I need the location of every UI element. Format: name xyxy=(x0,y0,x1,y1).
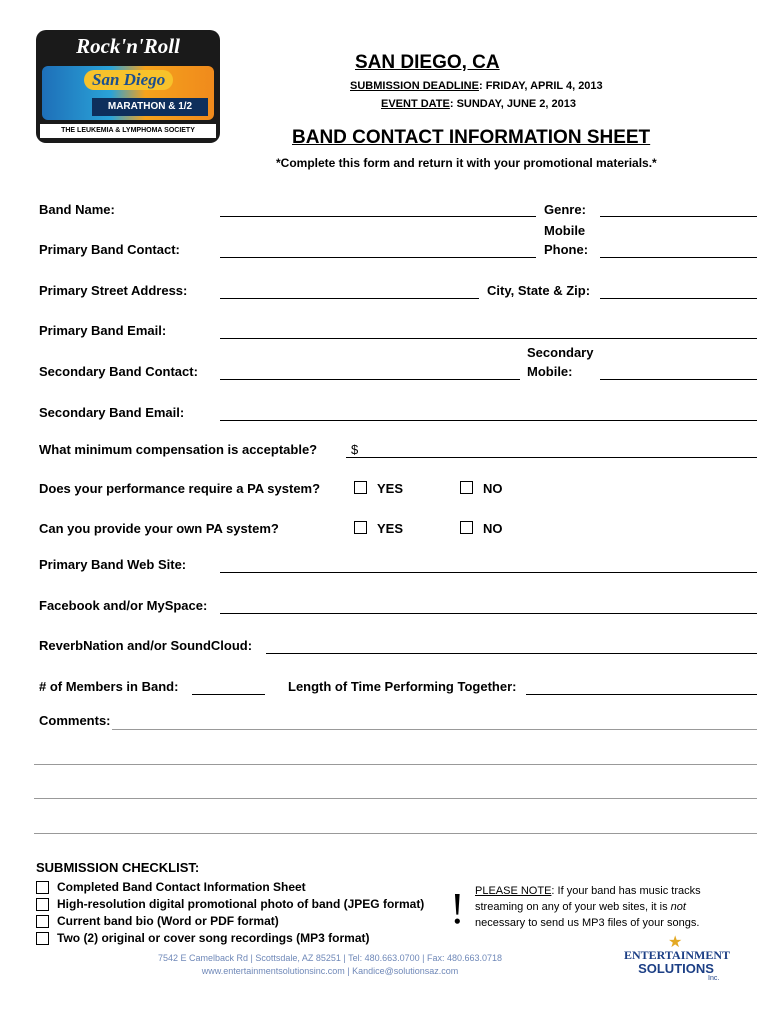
mobile-phone-field[interactable] xyxy=(600,257,757,258)
entertainment-solutions-logo xyxy=(624,934,731,982)
genre-label: Genre: xyxy=(544,202,586,217)
checklist-checkbox-2[interactable] xyxy=(36,898,49,911)
deadline-label: SUBMISSION DEADLINE xyxy=(350,80,479,92)
reverbnation-label: ReverbNation and/or SoundCloud: xyxy=(39,638,253,653)
pa-provide-no-label: NO xyxy=(483,521,503,536)
sheet-title: BAND CONTACT INFORMATION SHEET xyxy=(292,127,651,148)
street-label: Primary Street Address: xyxy=(39,283,188,298)
checklist-item-3: Current band bio (Word or PDF format) xyxy=(57,914,279,928)
secondary-mobile-label-line2: Mobile: xyxy=(527,364,573,379)
logo-beneficiary: THE LEUKEMIA & LYMPHOMA SOCIETY xyxy=(40,124,216,138)
submission-deadline xyxy=(350,80,603,92)
event-date xyxy=(381,98,576,110)
band-name-label: Band Name: xyxy=(39,202,115,217)
pa-required-yes-label: YES xyxy=(377,481,404,496)
note-emphasis: not xyxy=(670,901,686,913)
exclamation-icon: ! xyxy=(450,884,465,933)
pa-provide-no-checkbox[interactable] xyxy=(460,521,473,534)
note-text-2: necessary to send us MP3 files of your songs. xyxy=(475,917,700,929)
footer-web: www.entertainmentsolutionsinc.com | Kandice@solutionsaz.com xyxy=(201,966,459,976)
reverbnation-field[interactable] xyxy=(266,653,757,654)
primary-contact-field[interactable] xyxy=(220,257,536,258)
checklist-checkbox-3[interactable] xyxy=(36,915,49,928)
facebook-field[interactable] xyxy=(220,613,757,614)
star-icon: ★ xyxy=(668,934,683,951)
es-logo-line1: ENTERTAINMENT xyxy=(624,948,731,962)
compensation-label: What minimum compensation is acceptable? xyxy=(39,442,318,457)
street-field[interactable] xyxy=(220,298,479,299)
checklist-title: SUBMISSION CHECKLIST: xyxy=(36,860,200,875)
members-field[interactable] xyxy=(192,694,265,695)
comments-line-4[interactable] xyxy=(34,833,757,834)
es-logo-line2: SOLUTIONS xyxy=(638,961,714,976)
deadline-value: : FRIDAY, APRIL 4, 2013 xyxy=(478,80,603,92)
logo-race: MARATHON & 1/2 xyxy=(92,98,208,116)
secondary-email-field[interactable] xyxy=(220,420,757,421)
pa-provide-yes-label: YES xyxy=(377,521,404,536)
city-state-zip-field[interactable] xyxy=(600,298,757,299)
comments-line-2[interactable] xyxy=(34,764,757,765)
email-field[interactable] xyxy=(220,338,757,339)
instructions: *Complete this form and return it with your promotional materials.* xyxy=(276,156,657,170)
website-label: Primary Band Web Site: xyxy=(39,557,187,572)
checklist-item-1: Completed Band Contact Information Sheet xyxy=(57,880,306,894)
rock-n-roll-logo xyxy=(36,30,220,143)
secondary-mobile-label-line1: Secondary xyxy=(527,345,594,360)
website-field[interactable] xyxy=(220,572,757,573)
secondary-contact-label: Secondary Band Contact: xyxy=(39,364,198,379)
logo-brand: Rock'n'Roll xyxy=(76,34,180,58)
city-state-zip-label: City, State & Zip: xyxy=(487,283,591,298)
checklist-checkbox-1[interactable] xyxy=(36,881,49,894)
secondary-mobile-field[interactable] xyxy=(600,379,757,380)
checklist-checkbox-4[interactable] xyxy=(36,932,49,945)
mobile-label-line2: Phone: xyxy=(544,242,589,257)
pa-required-no-label: NO xyxy=(483,481,503,496)
genre-field[interactable] xyxy=(600,216,757,217)
es-logo-line3: Inc. xyxy=(708,975,720,982)
footer-address: 7542 E Camelback Rd | Scottsdale, AZ 85251 | Tel: 480.663.0700 | Fax: 480.663.0718 xyxy=(157,953,503,963)
pa-required-label: Does your performance require a PA system? xyxy=(39,481,321,496)
dollar-sign: $ xyxy=(351,442,359,457)
pa-required-no-checkbox[interactable] xyxy=(460,481,473,494)
pa-required-yes-checkbox[interactable] xyxy=(354,481,367,494)
mobile-label-line1: Mobile xyxy=(544,223,586,238)
email-label: Primary Band Email: xyxy=(39,323,167,338)
primary-contact-label: Primary Band Contact: xyxy=(39,242,180,257)
facebook-label: Facebook and/or MySpace: xyxy=(39,598,208,613)
compensation-field[interactable] xyxy=(346,457,757,458)
secondary-email-label: Secondary Band Email: xyxy=(39,405,185,420)
band-name-field[interactable] xyxy=(220,216,536,217)
pa-provide-yes-checkbox[interactable] xyxy=(354,521,367,534)
length-label: Length of Time Performing Together: xyxy=(288,679,517,694)
logo-city: San Diego xyxy=(84,70,173,90)
note-text-1: : If your band has music tracks streaming on any of your web sites, it is xyxy=(475,885,701,913)
please-note xyxy=(475,883,735,931)
pa-provide-label: Can you provide your own PA system? xyxy=(39,521,279,536)
checklist-item-2: High-resolution digital promotional photo of band (JPEG format) xyxy=(57,897,425,911)
comments-label: Comments: xyxy=(39,713,111,728)
members-label: # of Members in Band: xyxy=(39,679,179,694)
event-date-value: : SUNDAY, JUNE 2, 2013 xyxy=(449,98,577,110)
comments-line-1[interactable] xyxy=(112,729,757,730)
secondary-contact-field[interactable] xyxy=(220,379,520,380)
note-label: PLEASE NOTE xyxy=(475,885,552,897)
event-city: SAN DIEGO, CA xyxy=(355,52,500,73)
length-field[interactable] xyxy=(526,694,757,695)
checklist-item-4: Two (2) original or cover song recordings (MP3 format) xyxy=(57,931,370,945)
comments-line-3[interactable] xyxy=(34,798,757,799)
event-date-label: EVENT DATE xyxy=(381,98,450,110)
